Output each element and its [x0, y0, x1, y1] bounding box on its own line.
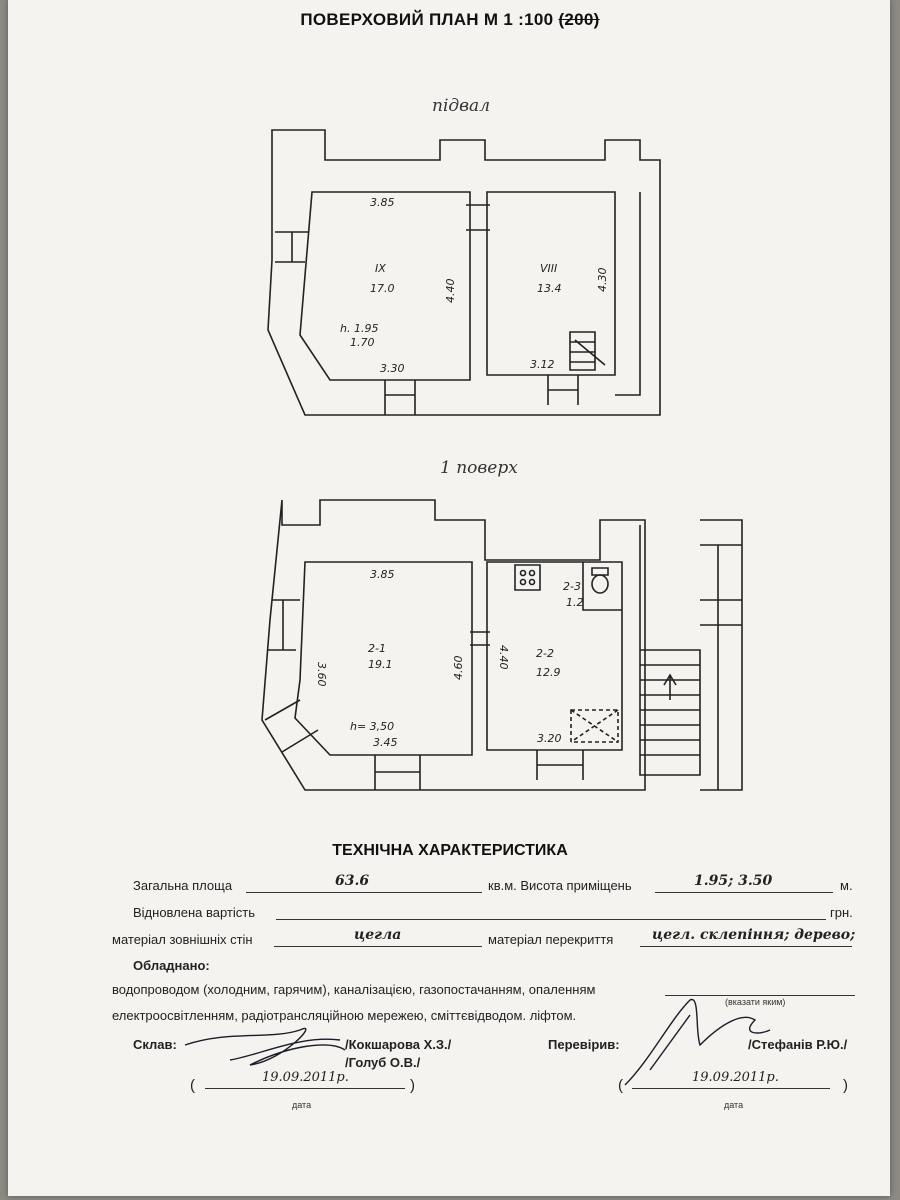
- walls-value: цегла: [354, 927, 402, 943]
- floor1-2-1-bottom-dim: 3.45: [373, 736, 398, 749]
- basement-ix-id: IX: [375, 262, 386, 275]
- basement-ix-top-dim: 3.85: [370, 196, 395, 209]
- height-value: 1.95; 3.50: [694, 873, 773, 889]
- equipment-line1: водопроводом (холодним, гарячим), каналізацією, газопостачанням, опаленням: [112, 982, 596, 997]
- floor1-2-1-id: 2-1: [368, 642, 386, 655]
- date-right-caption: дата: [724, 1100, 744, 1110]
- floor1-2-2-depth: 4.40: [497, 645, 510, 670]
- basement-viii-id: VIII: [540, 262, 558, 275]
- total-area-value: 63.6: [335, 873, 370, 889]
- total-area-label: Загальна площа: [133, 878, 233, 893]
- floor1-2-1-area: 19.1: [368, 658, 393, 671]
- basement-label: підвал: [432, 96, 491, 116]
- area-unit-height-label: кв.м. Висота приміщень: [488, 878, 632, 893]
- first-floor-label: 1 поверх: [440, 458, 518, 478]
- floor1-2-2-id: 2-2: [536, 647, 554, 660]
- basement-ix-height2: 1.70: [350, 336, 375, 349]
- date-left-caption: дата: [292, 1100, 312, 1110]
- basement-ix-bottom-dim: 3.30: [380, 362, 405, 375]
- floor1-2-3-area: 1.2: [566, 596, 584, 609]
- floor1-2-1-side-dim: 3.60: [315, 662, 328, 687]
- compiled-label: Склав:: [133, 1037, 177, 1052]
- plan-title: ПОВЕРХОВИЙ ПЛАН М 1 :100 (200): [300, 10, 600, 29]
- basement-ix-area: 17.0: [370, 282, 395, 295]
- floors-value: цегл. склепіння; дерево;: [652, 927, 856, 943]
- basement-ix-depth: 4.40: [444, 278, 457, 303]
- signature-right: [625, 1000, 770, 1085]
- floor1-2-2-bottom-dim: 3.20: [537, 732, 562, 745]
- compiled-name-1: /Кокшарова Х.З./: [345, 1037, 452, 1052]
- floors-label: матеріал перекриття: [488, 932, 614, 947]
- basement-ix-height: h. 1.95: [340, 322, 379, 335]
- floor1-2-3-id: 2-3: [563, 580, 581, 593]
- basement-viii-area: 13.4: [537, 282, 562, 295]
- floor1-2-1-depth: 4.60: [452, 655, 465, 680]
- equipped-label: Обладнано:: [133, 958, 210, 973]
- restored-cost-label: Відновлена вартість: [133, 905, 256, 920]
- floor1-2-1-top-dim: 3.85: [370, 568, 395, 581]
- basement-viii-depth: 4.30: [596, 267, 609, 292]
- specify-note: (вказати яким): [725, 997, 786, 1007]
- floor1-2-1-height: h= 3,50: [350, 720, 395, 733]
- basement-viii-bottom-dim: 3.12: [530, 358, 555, 371]
- floor1-2-2-area: 12.9: [536, 666, 561, 679]
- signature-left: [185, 1028, 345, 1065]
- checked-label: Перевірив:: [548, 1037, 620, 1052]
- tech-title: ТЕХНІЧНА ХАРАКТЕРИСТИКА: [332, 842, 568, 859]
- date-right: 19.09.2011р.: [692, 1070, 779, 1085]
- cost-unit: грн.: [830, 905, 853, 920]
- date-left: 19.09.2011р.: [262, 1070, 349, 1085]
- checked-name: /Стефанів Р.Ю./: [748, 1037, 848, 1052]
- height-unit: м.: [840, 878, 853, 893]
- compiled-name-2: /Голуб О.В./: [345, 1055, 421, 1070]
- walls-label: матеріал зовнішніх стін: [112, 932, 253, 947]
- equipment-line2: електроосвітленням, радіотрансляційною мережею, сміттєвідводом. ліфтом.: [112, 1008, 577, 1023]
